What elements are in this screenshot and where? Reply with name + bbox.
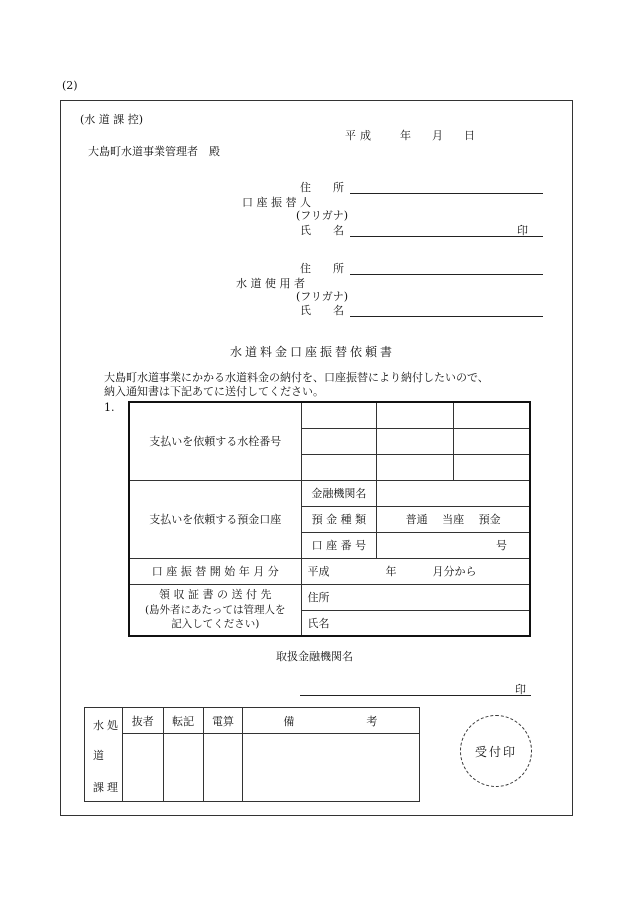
- bank-handler-label: 取扱金融機関名: [276, 650, 353, 663]
- meter-cell[interactable]: [301, 454, 377, 480]
- meter-cell[interactable]: [377, 454, 454, 480]
- deposit-type-label: 預 金 種 類: [301, 506, 377, 532]
- header-remarks: [243, 708, 420, 734]
- office-side-label: [85, 708, 123, 802]
- office-use-table: [84, 707, 420, 802]
- meter-cell[interactable]: [377, 402, 454, 428]
- meter-cell[interactable]: [453, 428, 530, 454]
- bank-name-label: 金融機関名: [301, 480, 377, 506]
- account-holder-furigana-label: (フリガナ): [296, 209, 349, 222]
- item-number: 1.: [104, 401, 115, 414]
- date-year: 年: [400, 129, 411, 142]
- header-posting: 転記: [163, 708, 203, 734]
- office-side-char: 処: [107, 719, 118, 732]
- account-number-suffix: 号: [496, 539, 507, 552]
- deposit-type-options[interactable]: 普通 当座 預金: [377, 506, 530, 532]
- section-tag: (水 道 課 控): [80, 113, 144, 126]
- stamp-label: 受付印: [474, 744, 517, 759]
- stamp-cell[interactable]: [122, 734, 163, 802]
- office-side-char: 理: [107, 781, 118, 794]
- bank-name-field[interactable]: [377, 480, 530, 506]
- addressee: 大島町水道事業管理者 殿: [88, 145, 220, 158]
- account-holder-seal: 印: [517, 224, 528, 237]
- account-holder-name-label: 氏 名: [300, 224, 344, 237]
- water-user-role: 水 道 使 用 者: [236, 277, 305, 290]
- account-number-field[interactable]: [377, 532, 530, 558]
- meter-cell[interactable]: [301, 428, 377, 454]
- receipt-note-2: 記入してください): [171, 618, 260, 631]
- deposit-label: 支払いを依頼する預金口座: [129, 480, 301, 558]
- account-number-label: 口 座 番 号: [301, 532, 377, 558]
- meter-cell[interactable]: [453, 402, 530, 428]
- payment-table: [128, 401, 531, 637]
- receipt-label-cell: [129, 584, 301, 636]
- reception-stamp: [460, 715, 532, 787]
- receipt-address-label: 住所: [307, 591, 330, 604]
- header-remarks-2: 考: [366, 714, 378, 728]
- start-field[interactable]: [301, 558, 530, 584]
- stamp-cell[interactable]: [203, 734, 243, 802]
- water-user-name-label: 氏 名: [300, 304, 344, 317]
- receipt-address-field[interactable]: [301, 584, 530, 610]
- body-text-line2: 納入通知書は下記あてに送付してください。: [104, 385, 324, 398]
- start-year: 年: [385, 565, 397, 578]
- date-era: 平成: [345, 129, 375, 142]
- form-title: 水道料金口座振替依頼書: [230, 345, 396, 359]
- start-era: 平成: [307, 565, 330, 578]
- page-number: (2): [62, 79, 78, 92]
- account-holder-address-line: [350, 193, 543, 194]
- receipt-note-1: (島外者にあたっては管理人を: [144, 604, 286, 616]
- water-user-name-line: [350, 316, 543, 317]
- water-user-furigana-label: (フリガナ): [296, 290, 349, 303]
- remarks-cell[interactable]: [243, 734, 420, 802]
- receipt-label: 領 収 証 書 の 送 付 先: [159, 588, 272, 602]
- date-day: 日: [464, 129, 475, 142]
- start-month: 月分から: [432, 565, 477, 578]
- receipt-name-label: 氏名: [307, 616, 330, 630]
- bank-handler-line: [300, 695, 531, 696]
- body-text-line1: 大島町水道事業にかかる水道料金の納付を、口座振替により納付したいので、: [104, 371, 489, 384]
- start-label: 口 座 振 替 開 始 年 月 分: [129, 558, 301, 584]
- meter-cell[interactable]: [453, 454, 530, 480]
- header-remarks-1: 備: [283, 714, 295, 728]
- meter-cell[interactable]: [301, 402, 377, 428]
- meter-cell[interactable]: [377, 428, 454, 454]
- header-extractor: 抜者: [122, 708, 163, 734]
- bank-handler-seal: 印: [515, 683, 526, 696]
- office-side-char: 水: [93, 719, 104, 732]
- receipt-name-field[interactable]: [301, 610, 530, 636]
- header-computer: 電算: [203, 708, 243, 734]
- water-user-address-line: [350, 274, 543, 275]
- office-side-char: 道: [93, 749, 104, 762]
- account-holder-name-line: [350, 236, 543, 237]
- meter-label: 支払いを依頼する水栓番号: [129, 402, 301, 480]
- water-user-address-label: 住 所: [300, 262, 344, 275]
- account-holder-role: 口 座 振 替 人: [242, 196, 311, 209]
- office-side-char: 課: [93, 781, 104, 794]
- stamp-cell[interactable]: [163, 734, 203, 802]
- account-holder-address-label: 住 所: [300, 181, 344, 194]
- date-month: 月: [432, 129, 443, 142]
